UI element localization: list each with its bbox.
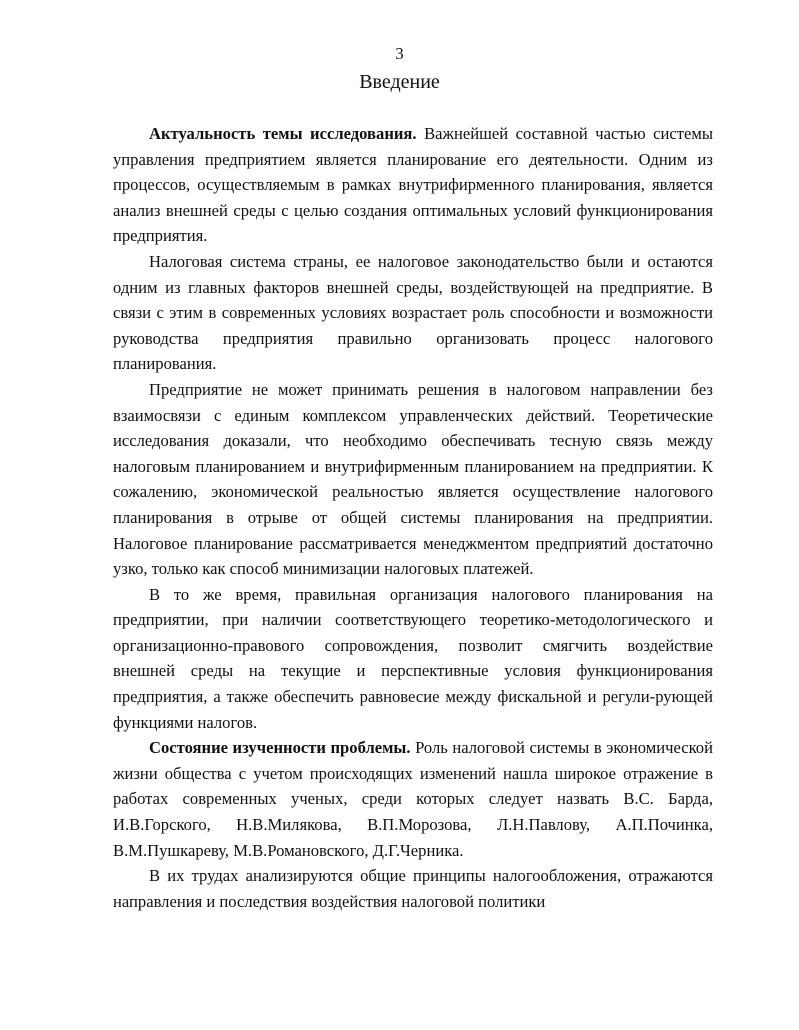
paragraph-lead: Актуальность темы исследования. bbox=[149, 124, 417, 143]
document-body bbox=[113, 121, 713, 914]
paragraph-text: В то же время, правильная организация налогового планирования на предприятии, при наличии соответствующего теоретико-методологического и организационно-правового сопровождения, позволит смягчить воздействие внешней среды на текущие и перспективные условия функционирования предприятия, а также обеспечить равновесие между фискальной и регули-рующей функциями налогов. bbox=[113, 584, 713, 732]
paragraph-text: В их трудах анализируются общие принципы налогообложения, отражаются направления и последствия воздействия налоговой политики bbox=[113, 866, 713, 911]
paragraph-text: Предприятие не может принимать решения в налоговом направлении без взаимосвязи с единым комплексом управленческих действий. Теоретические исследования доказали, что необходимо обеспечивать тесную связь между налоговым планированием и внутрифирменным планированием на предприятии. К сожалению, экономической реальностью является осуществление налогового планирования в отрыве от общей системы планирования на предприятии. Налоговое планирование рассматривается менеджментом предприятий достаточно узко, только как способ минимизации налоговых платежей. bbox=[113, 379, 713, 579]
paragraph-organization bbox=[113, 582, 713, 736]
paragraph-works bbox=[113, 863, 713, 914]
paragraph-text: Важнейшей составной частью системы управления предприятием является планирование его деятельности. Одним из процессов, осуществляемым в рамках внутрифирменного планирования, является анализ внешней среды с целью создания оптимальных условий функционирования предприятия. bbox=[113, 124, 713, 246]
paragraph-tax-system bbox=[113, 249, 713, 377]
paragraph-text: Роль налоговой системы в экономической жизни общества с учетом происходящих изменений нашла широкое отражение в работах современных ученых, среди которых следует назвать В.С. Барда, И.В.Горского, Н.В.Милякова, В.П.Морозова, Л.Н.Павлову, А.П.Починка, В.М.Пушкареву, М.В.Романовского, Д.Г.Черника. bbox=[113, 738, 713, 860]
page-title: Введение bbox=[359, 71, 440, 93]
paragraph-state-of-research bbox=[113, 735, 713, 863]
page-number: 3 bbox=[395, 44, 404, 63]
paragraph-decisions bbox=[113, 377, 713, 582]
paragraph-text: Налоговая система страны, ее налоговое законодательство были и остаются одним из главных факторов внешней среды, воздействующей на предприятие. В связи с этим в современных условиях возрастает роль способности и возможности руководства предприятия правильно организовать процесс налогового планирования. bbox=[113, 251, 713, 374]
paragraph-lead: Состояние изученности проблемы. bbox=[149, 738, 411, 758]
paragraph-relevance bbox=[113, 121, 713, 249]
